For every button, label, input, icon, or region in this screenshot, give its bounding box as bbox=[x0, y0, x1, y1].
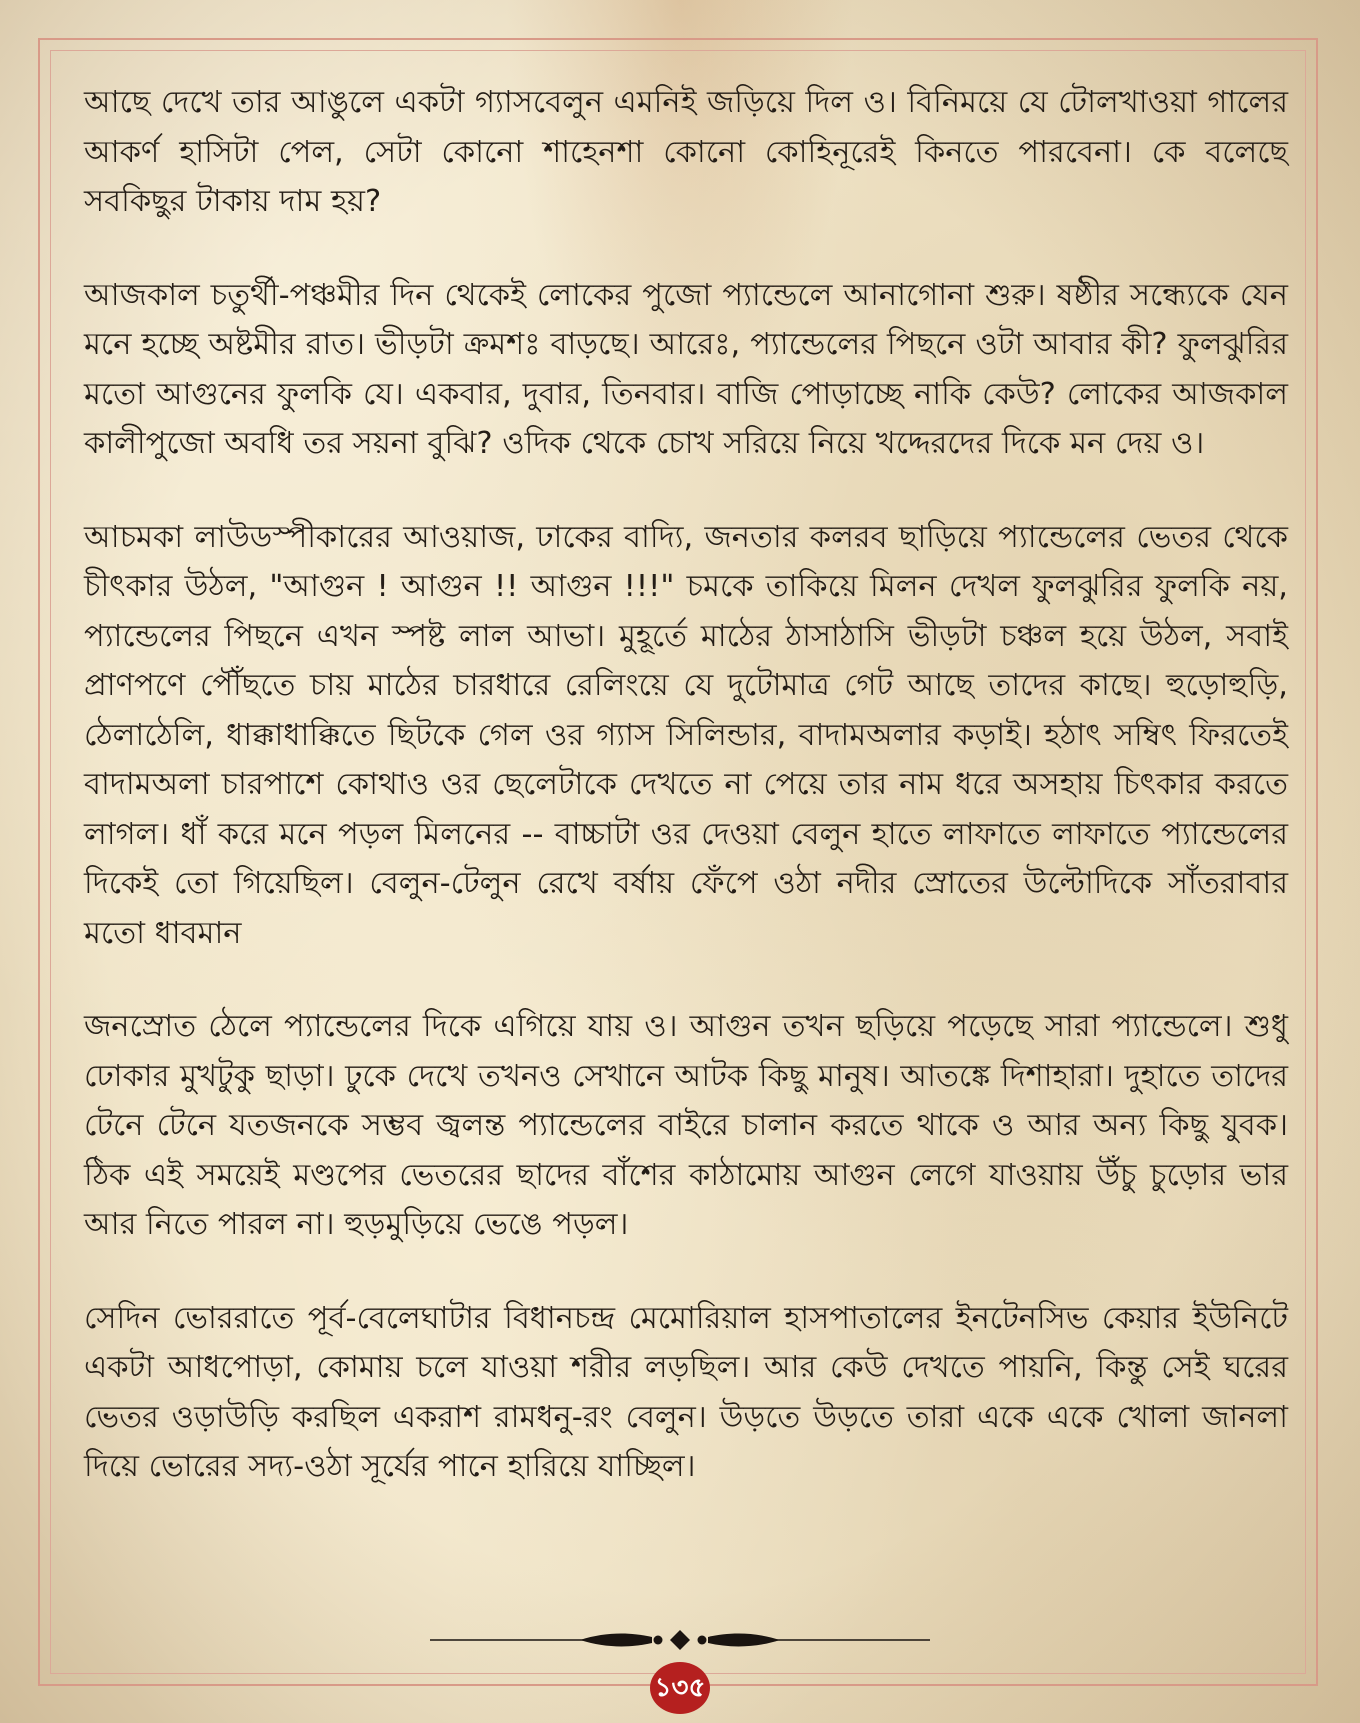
paragraph: আজকাল চতুর্থী-পঞ্চমীর দিন থেকেই লোকের পুজো প্যান্ডেলে আনাগোনা শুরু। ষষ্ঠীর সন্ধ্যেকে যেন মনে হচ্ছে অষ্টমীর রাত। ভীড়টা ক্রমশঃ বাড়ছে। আরেঃ, প্যান্ডেলের পিছনে ওটা আবার কী? ফুলঝুরির মতো আগুনের ফুলকি যে। একবার, দুবার, তিনবার। বাজি পোড়াচ্ছে নাকি কেউ? লোকের আজকাল কালীপুজো অবধি তর সয়না বুঝি? ওদিক থেকে চোখ সরিয়ে নিয়ে খদ্দেরদের দিকে মন দেয় ও। bbox=[84, 277, 1288, 461]
paragraph: আচমকা লাউডস্পীকারের আওয়াজ, ঢাকের বাদ্যি, জনতার কলরব ছাড়িয়ে প্যান্ডেলের ভেতর থেকে চীৎকার উঠল, "আগুন ! আগুন !! আগুন !!!" চমকে তাকিয়ে মিলন দেখল ফুলঝুরির ফুলকি নয়, প্যান্ডেলের পিছনে এখন স্পষ্ট লাল আভা। মুহূর্তে মাঠের ঠাসাঠাসি ভীড়টা চঞ্চল হয়ে উঠল, সবাই প্রাণপণে পৌঁছতে চায় মাঠের চারধারে রেলিংয়ে যে দুটোমাত্র গেট আছে তাদের কাছে। হুড়োহুড়ি, ঠেলাঠেলি, ধাক্কাধাক্কিতে ছিটকে গেল ওর গ্যাস সিলিন্ডার, বাদামঅলার কড়াই। হঠাৎ সম্বিৎ ফিরতেই বাদামঅলা চারপাশে কোথাও ওর ছেলেটাকে দেখতে না পেয়ে তার নাম ধরে অসহায় চিৎকার করতে লাগল। ধাঁ করে মনে পড়ল মিলনের -- বাচ্চাটা ওর দেওয়া বেলুন হাতে লাফাতে লাফাতে প্যান্ডেলের দিকেই তো গিয়েছিল। বেলুন-টেলুন রেখে বর্ষায় ফেঁপে ওঠা নদীর স্রোতের উল্টোদিকে সাঁতরাবার মতো ধাবমান bbox=[84, 519, 1288, 951]
paragraph: জনস্রোত ঠেলে প্যান্ডেলের দিকে এগিয়ে যায় ও। আগুন তখন ছড়িয়ে পড়েছে সারা প্যান্ডেলে। শুধু ঢোকার মুখটুকু ছাড়া। ঢুকে দেখে তখনও সেখানে আটক কিছু মানুষ। আতঙ্কে দিশাহারা। দুহাতে তাদের টেনে টেনে যতজনকে সম্ভব জ্বলন্ত প্যান্ডেলের বাইরে চালান করতে থাকে ও আর অন্য কিছু যুবক। ঠিক এই সময়েই মণ্ডপের ভেতরের ছাদের বাঁশের কাঠামোয় আগুন লেগে যাওয়ায় উঁচু চুড়োর ভার আর নিতে পারল না। হুড়মুড়িয়ে ভেঙে পড়ল। bbox=[84, 1009, 1288, 1242]
paragraph: সেদিন ভোররাতে পূর্ব-বেলেঘাটার বিধানচন্দ্র মেমোরিয়াল হাসপাতালের ইনটেনসিভ কেয়ার ইউনিটে একটা আধপোড়া, কোমায় চলে যাওয়া শরীর লড়ছিল। আর কেউ দেখতে পায়নি, কিন্তু সেই ঘরের ভেতর ওড়াউড়ি করছিল একরাশ রামধনু-রং বেলুন। উড়তে উড়তে তারা একে একে খোলা জানলা দিয়ে ভোরের সদ্য-ওঠা সূর্যের পানে হারিয়ে যাচ্ছিল। bbox=[84, 1300, 1288, 1484]
page-number-badge bbox=[650, 1662, 710, 1714]
story-text bbox=[84, 78, 1288, 1536]
page-number: ১৩৫ bbox=[654, 1673, 706, 1703]
paragraph: আছে দেখে তার আঙুলে একটা গ্যাসবেলুন এমনিই জড়িয়ে দিল ও। বিনিময়ে যে টোলখাওয়া গালের আকর্ণ হাসিটা পেল, সেটা কোনো শাহেনশা কোনো কোহিনূরেই কিনতে পারবেনা। কে বলেছে সবকিছুর টাকায় দাম হয়? bbox=[84, 85, 1288, 219]
divider-ornament-icon bbox=[430, 1626, 930, 1654]
